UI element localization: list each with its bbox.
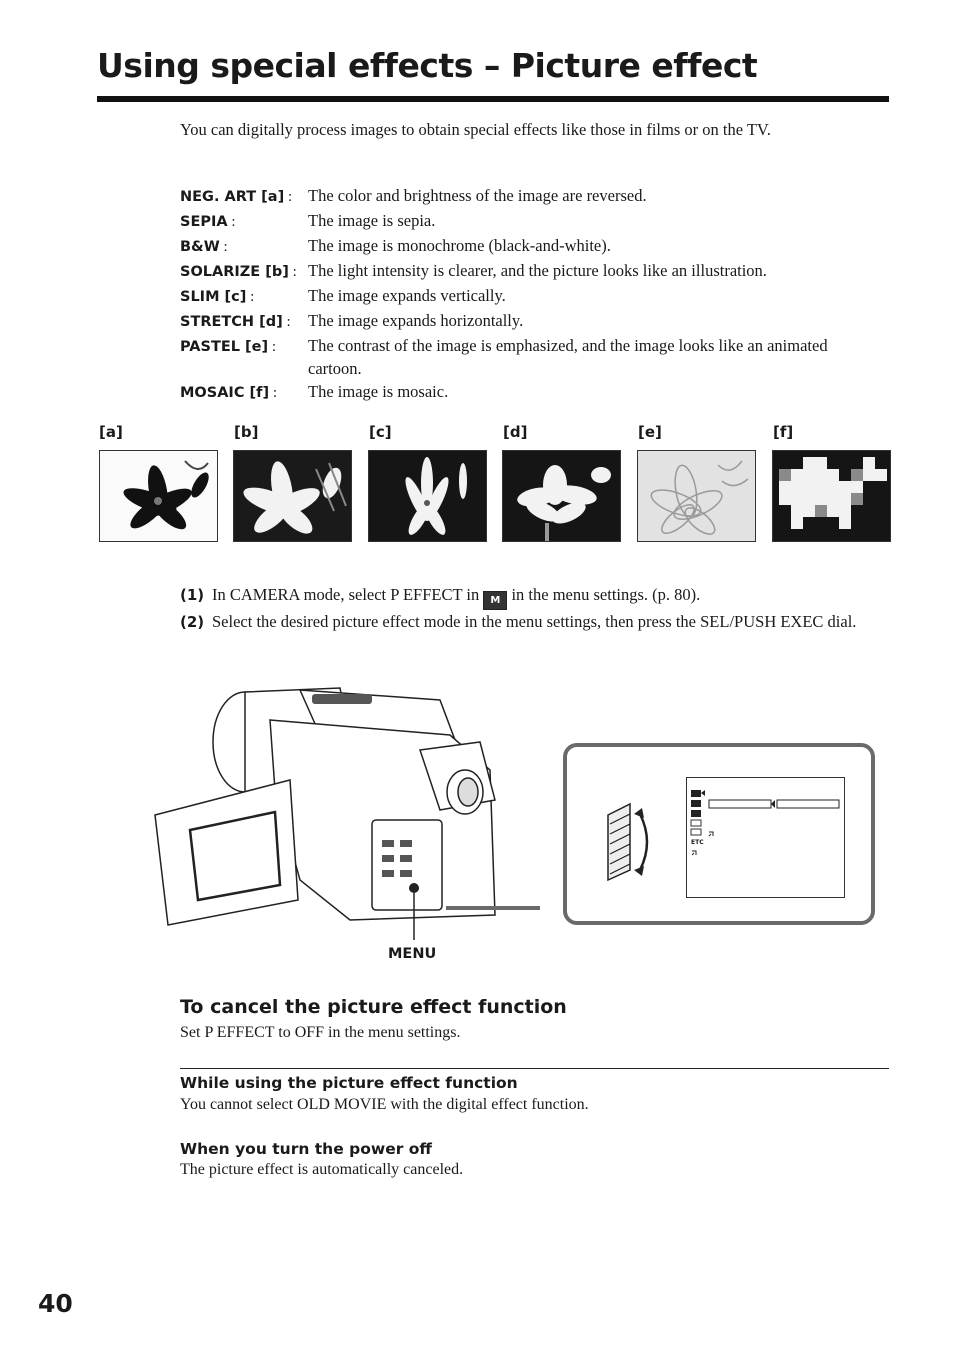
page-number: 40	[38, 1289, 73, 1318]
lcd-etc-label: ETC	[691, 839, 704, 846]
effect-description: The image is mosaic.	[308, 382, 449, 401]
step-text: In CAMERA mode, select P EFFECT in	[212, 585, 480, 604]
effect-item-stretch: STRETCH [d] : The image expands horizontally.	[180, 309, 880, 334]
effect-item-solarize: SOLARIZE [b] : The light intensity is clearer, and the picture looks like an illustration.	[180, 259, 880, 284]
effect-item-bw: B&W : The image is monochrome (black-and-white).	[180, 234, 880, 259]
effect-item-sepia: SEPIA : The image is sepia.	[180, 209, 880, 234]
effect-item-mosaic: MOSAIC [f] : The image is mosaic.	[180, 380, 880, 405]
effect-description: The image is sepia.	[308, 211, 436, 230]
effect-item-pastel: PASTEL [e] : The contrast of the image is emphasized, and the image looks like an animated cartoon.	[180, 334, 880, 380]
effect-term: STRETCH [d]	[180, 314, 283, 330]
effect-description: The image expands vertically.	[308, 286, 506, 305]
pastel-example-image	[637, 450, 756, 542]
effect-description: The light intensity is clearer, and the picture looks like an illustration.	[308, 261, 767, 280]
note-heading: When you turn the power off	[180, 1140, 432, 1158]
effect-term: B&W	[180, 239, 220, 255]
sel-push-exec-dial-icon	[600, 800, 660, 885]
page-title: Using special effects – Picture effect	[97, 46, 758, 85]
camera-menu-icon: M	[483, 591, 507, 610]
effect-description: The color and brightness of the image are reversed.	[308, 186, 647, 205]
note-text: You cannot select OLD MOVIE with the digital effect function.	[180, 1096, 589, 1113]
effect-term: MOSAIC [f]	[180, 385, 270, 401]
example-label-c: [c]	[369, 423, 392, 441]
menu-button-label: MENU	[388, 946, 437, 962]
menu-lcd-screen	[686, 777, 845, 898]
note-heading: While using the picture effect function	[180, 1074, 518, 1092]
effect-definition-list	[180, 184, 880, 405]
step-text: Select the desired picture effect mode in the menu settings, then press the SEL/PUSH EXEC dial.	[212, 612, 857, 631]
effect-term: NEG. ART [a]	[180, 189, 285, 205]
intro-paragraph: You can digitally process images to obtain special effects like those in films or on the TV.	[180, 120, 771, 139]
title-rule	[97, 96, 889, 102]
mosaic-example-image	[772, 450, 891, 542]
note-text: The picture effect is automatically canceled.	[180, 1161, 464, 1178]
effect-item-slim: SLIM [c] : The image expands vertically.	[180, 284, 880, 309]
example-label-d: [d]	[503, 423, 528, 441]
cancel-heading: To cancel the picture effect function	[180, 996, 567, 1018]
effect-term: SEPIA	[180, 214, 228, 230]
step-1	[180, 583, 860, 610]
cancel-text: Set P EFFECT to OFF in the menu settings.	[180, 1024, 461, 1041]
step-text: in the menu settings. (p. 80).	[511, 585, 701, 604]
step-2	[180, 610, 860, 634]
example-label-a: [a]	[99, 423, 123, 441]
procedure-steps	[180, 583, 860, 634]
example-label-f: [f]	[773, 423, 794, 441]
stretch-example-image	[502, 450, 621, 542]
effect-description: The image is monochrome (black-and-white).	[308, 236, 611, 255]
effect-term: PASTEL [e]	[180, 339, 269, 355]
neg-art-example-image	[99, 450, 218, 542]
effect-term: SLIM [c]	[180, 289, 247, 305]
solarize-example-image	[233, 450, 352, 542]
step-number: (2)	[180, 613, 205, 631]
step-number: (1)	[180, 586, 205, 604]
effect-description: The image expands horizontally.	[308, 311, 524, 330]
slim-example-image	[368, 450, 487, 542]
effect-term: SOLARIZE [b]	[180, 264, 289, 280]
effect-description: The contrast of the image is emphasized, and the image looks like an animated cartoon.	[308, 336, 828, 378]
notes-divider	[180, 1068, 889, 1069]
example-label-b: [b]	[234, 423, 259, 441]
effect-item-neg-art: NEG. ART [a] : The color and brightness of the image are reversed.	[180, 184, 880, 209]
example-label-e: [e]	[638, 423, 662, 441]
camcorder-illustration	[150, 680, 540, 940]
